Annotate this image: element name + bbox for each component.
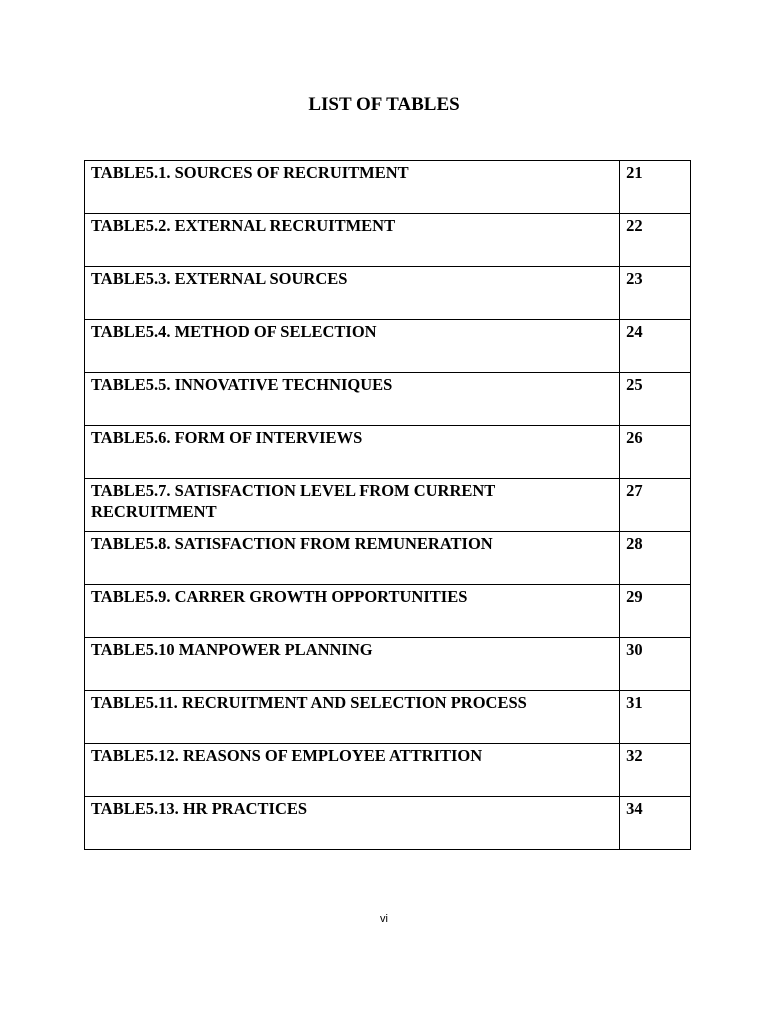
table-page-cell: 29 [620,585,691,638]
table-title-cell: TABLE5.13. HR PRACTICES [85,797,620,850]
table-row [85,797,691,850]
table-page-cell: 28 [620,532,691,585]
table-row [85,320,691,373]
table-page-cell: 30 [620,638,691,691]
table-page-cell: 26 [620,426,691,479]
table-row [85,373,691,426]
table-page-cell: 21 [620,161,691,214]
table-title-cell: TABLE5.9. CARRER GROWTH OPPORTUNITIES [85,585,620,638]
table-row [85,744,691,797]
table-title-cell: TABLE5.10 MANPOWER PLANNING [85,638,620,691]
table-row [85,479,691,532]
table-row [85,161,691,214]
table-row [85,426,691,479]
page-title: LIST OF TABLES [308,94,460,115]
table-page-cell: 27 [620,479,691,532]
table-title-cell: TABLE5.4. METHOD OF SELECTION [85,320,620,373]
table-row [85,267,691,320]
table-title-cell: TABLE5.1. SOURCES OF RECRUITMENT [85,161,620,214]
table-page-cell: 31 [620,691,691,744]
table-title-cell: TABLE5.12. REASONS OF EMPLOYEE ATTRITION [85,744,620,797]
table-page-cell: 23 [620,267,691,320]
table-page-cell: 34 [620,797,691,850]
table-page-cell: 24 [620,320,691,373]
table-page-cell: 25 [620,373,691,426]
table-title-cell: TABLE5.5. INNOVATIVE TECHNIQUES [85,373,620,426]
table-row [85,214,691,267]
table-row [85,532,691,585]
table-title-cell: TABLE5.7. SATISFACTION LEVEL FROM CURRENT RECRUITMENT [85,479,620,532]
table-title-cell: TABLE5.11. RECRUITMENT AND SELECTION PROCESS [85,691,620,744]
page-number: vi [380,913,388,925]
table-title-cell: TABLE5.6. FORM OF INTERVIEWS [85,426,620,479]
table-row [85,585,691,638]
table-row [85,638,691,691]
table-page-cell: 22 [620,214,691,267]
table-title-cell: TABLE5.3. EXTERNAL SOURCES [85,267,620,320]
table-page-cell: 32 [620,744,691,797]
table-title-cell: TABLE5.8. SATISFACTION FROM REMUNERATION [85,532,620,585]
table-body [85,161,691,850]
table-row [85,691,691,744]
table-title-cell: TABLE5.2. EXTERNAL RECRUITMENT [85,214,620,267]
list-of-tables [84,160,691,850]
